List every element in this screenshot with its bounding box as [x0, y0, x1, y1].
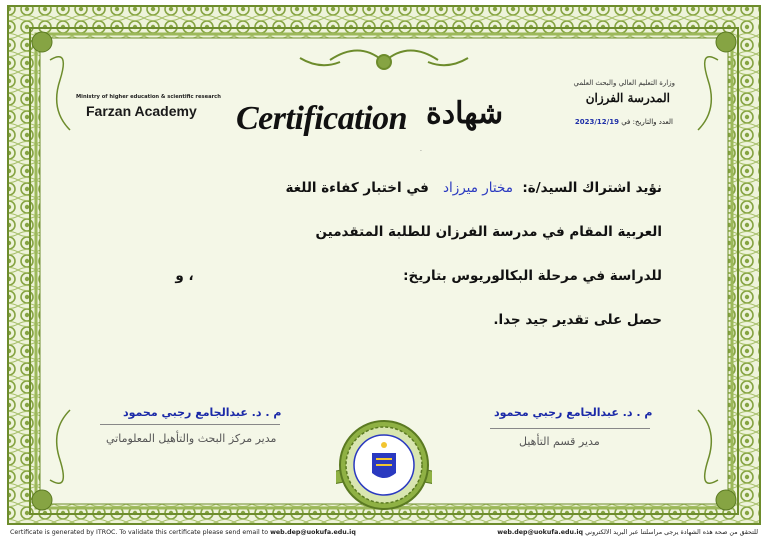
recipient-name: مختار ميرزاد — [442, 180, 513, 196]
body-line-1 — [286, 180, 663, 196]
certificate-title-ar: شهادة — [426, 96, 504, 131]
academy-name: Farzan Academy — [86, 103, 197, 119]
footer-ar-email-link[interactable]: web.dep@uokufa.edu.iq — [497, 529, 584, 536]
footer-validation-ar — [497, 529, 758, 536]
ministry-name-en: Ministry of higher education & scientific research — [76, 94, 221, 100]
line1-prefix: نؤيد اشتراك السيد/ة: — [522, 180, 662, 196]
number-date-label: العدد والتاريخ: في — [621, 118, 673, 126]
signature-left-name: م . د. عبدالجامع رجبي محمود — [123, 406, 282, 419]
signature-left-role: مدير مركز البحث والتأهيل المعلوماتي — [106, 432, 277, 445]
number-date-line — [575, 118, 673, 126]
signature-right-role: مدير قسم التأهيل — [519, 435, 600, 448]
decorative-dot: . — [420, 146, 422, 153]
certificate-title-en: Certification — [236, 100, 408, 137]
signature-left-line — [100, 424, 280, 425]
body-line-3 — [175, 268, 662, 284]
signature-right-line — [490, 428, 650, 429]
footer-ar-text: للتحقق من صحة هذه الشهادة يرجى مراسلتنا عبر البريد الالكتروني — [585, 529, 758, 536]
line1-suffix: في اختبار كفاءة اللغة — [285, 180, 429, 196]
line3-prefix: للدراسة في مرحلة البكالوريوس بتاريخ: — [403, 268, 662, 284]
certificate-date: 2023/12/19 — [574, 118, 619, 126]
body-line-2: العربية المقام في مدرسة الفرزان للطلبة المتقدمين — [315, 224, 662, 240]
footer-en-text: Certificate is generated by ITROC. To validate this certificate please send email to — [10, 529, 269, 536]
line3-suffix: ، و — [175, 268, 194, 284]
footer-en-email-link[interactable]: web.dep@uokufa.edu.iq — [270, 529, 356, 536]
school-name-ar: المدرسة الفرزان — [585, 91, 670, 105]
university-seal — [336, 417, 432, 513]
footer-validation-en — [10, 529, 356, 536]
ministry-name-ar: وزارة التعليم العالي والبحث العلمي — [573, 79, 675, 87]
body-line-4: حصل على تقدير جيد جدا. — [493, 312, 662, 328]
signature-right-name: م . د. عبدالجامع رجبي محمود — [494, 406, 653, 419]
